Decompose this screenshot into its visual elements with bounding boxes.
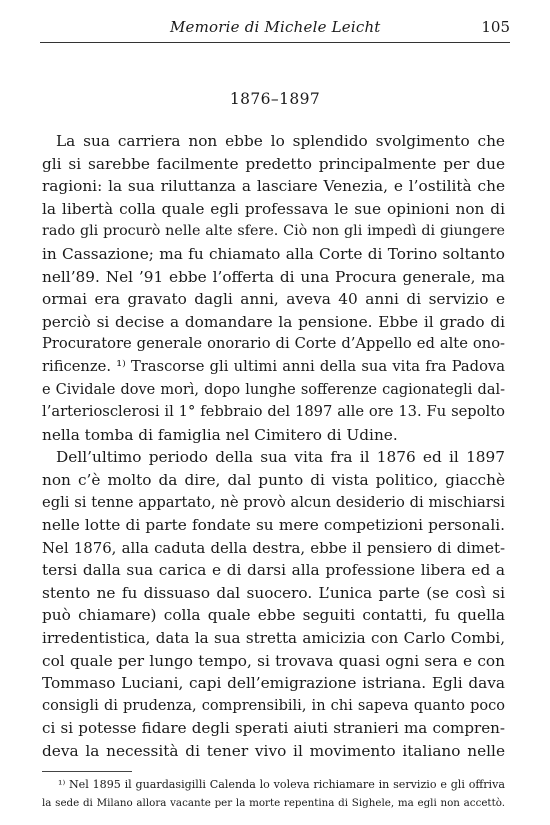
footnote-rule bbox=[42, 771, 132, 772]
text-line: tersi dalla sua carica e di darsi alla professione libera ed a bbox=[42, 561, 505, 580]
text-line: stento ne fu dissuaso dal suocero. L’unica parte (se così si bbox=[42, 583, 505, 602]
text-line: Nel 1876, alla caduta della destra, ebbe il pensiero di dimet- bbox=[42, 538, 505, 557]
text-line: può chiamare) colla quale ebbe seguiti contatti, fu quella bbox=[42, 606, 505, 625]
text-line: nell’89. Nel ’91 ebbe l’offerta di una Procura generale, ma bbox=[42, 267, 505, 286]
text-line: irredentistica, data la sua stretta amicizia con Carlo Combi, bbox=[42, 629, 505, 648]
text-line: rado gli procurò nelle alte sfere. Ciò non gli impedì di giungere bbox=[42, 223, 505, 240]
text-line: ragioni: la sua riluttanza a lasciare Venezia, e l’ostilità che bbox=[42, 177, 505, 196]
text-line: consigli di prudenza, comprensibili, in chi sapeva quanto poco bbox=[42, 697, 505, 714]
text-line: la libertà colla quale egli professava le sue opinioni non di bbox=[42, 199, 505, 218]
footnote-line: ¹⁾ Nel 1895 il guardasigilli Calenda lo voleva richiamare in servizio e gli offriva bbox=[58, 778, 505, 791]
text-line: Procuratore generale onorario di Corte d’Appello ed alte ono- bbox=[42, 335, 505, 353]
running-title: Memorie di Michele Leicht bbox=[170, 18, 381, 36]
text-line: egli si tenne appartato, nè provò alcun desiderio di mischiarsi bbox=[42, 493, 505, 511]
text-line: La sua carriera non ebbe lo splendido svolgimento che bbox=[56, 132, 505, 150]
text-line: in Cassazione; ma fu chiamato alla Corte di Torino soltanto bbox=[42, 244, 505, 263]
text-line: rificenze. ¹⁾ Trascorse gli ultimi anni della sua vita fra Padova bbox=[42, 357, 505, 375]
section-heading: 1876–1897 bbox=[229, 90, 321, 108]
text-line: deva la necessità di tener vivo il movimento italiano nelle bbox=[42, 742, 505, 761]
header-rule bbox=[40, 42, 510, 43]
text-line: e Cividale dove morì, dopo lunghe sofferenze cagionategli dal- bbox=[42, 381, 505, 398]
text-line: non c’è molto da dire, dal punto di vista politico, giacchè bbox=[42, 470, 505, 489]
footnote-line: la sede di Milano allora vacante per la morte repentina di Sighele, ma egli non accettò. bbox=[42, 797, 505, 809]
running-header bbox=[40, 16, 510, 42]
text-line: col quale per lungo tempo, si trovava quasi ogni sera e con bbox=[42, 651, 505, 670]
text-line: perciò si decise a domandare la pensione. Ebbe il grado di bbox=[42, 312, 505, 331]
body-text bbox=[42, 130, 505, 763]
text-line: gli si sarebbe facilmente predetto principalmente per due bbox=[42, 154, 505, 173]
text-line: ormai era gravato dagli anni, aveva 40 anni di servizio e bbox=[42, 290, 505, 309]
page-number: 105 bbox=[481, 18, 510, 36]
text-line: Tommaso Luciani, capi dell’emigrazione istriana. Egli dava bbox=[42, 674, 505, 693]
text-line: nelle lotte di parte fondate su mere competizioni personali. bbox=[42, 516, 505, 535]
footnotes bbox=[42, 776, 505, 812]
text-line: l’arteriosclerosi il 1° febbraio del 1897 alle ore 13. Fu sepolto bbox=[42, 403, 505, 421]
text-line: Dell’ultimo periodo della sua vita fra il 1876 ed il 1897 bbox=[56, 448, 505, 467]
text-line: ci si potesse fidare degli sperati aiuti stranieri ma compren- bbox=[42, 719, 505, 738]
text-line: nella tomba di famiglia nel Cimitero di Udine. bbox=[42, 425, 398, 444]
